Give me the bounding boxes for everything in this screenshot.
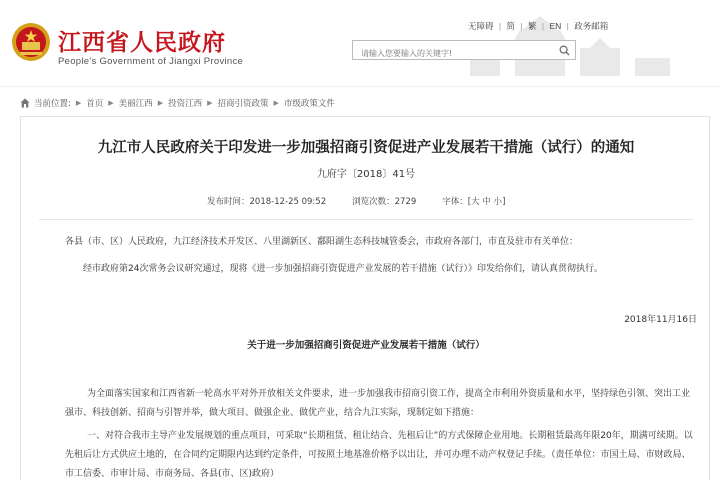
view-count-label: 浏览次数： [352, 197, 395, 207]
simplified-chinese-link[interactable]: 简 [506, 21, 515, 31]
search-input[interactable] [353, 45, 575, 63]
breadcrumb-item-invest-jiangxi[interactable]: 投资江西 [168, 99, 203, 109]
body-paragraph-1: 为全面落实国家和江西省新一轮高水平对外开放相关文件要求，进一步加强我市招商引资工作，提高全市利用外资质量和水平，坚持绿色引领、突出工业强市、科技创新、招商与引智并举，做大项目、做强企业、做优产业，结合九江实际，现制定如下措施： [65, 389, 691, 418]
home-icon [20, 98, 30, 108]
site-header [0, 0, 720, 86]
view-count [352, 195, 416, 207]
publish-time: 发布时间：2018-12-25 09:52 [207, 197, 327, 207]
search-box [352, 40, 576, 60]
document-number: 九府字〔2018〕41号 [316, 169, 416, 180]
breadcrumb-bar [0, 86, 720, 118]
divider [39, 219, 693, 220]
body-paragraph-2: 一、对符合我市主导产业发展规划的重点项目，可采取“长期租赁、租让结合、先租后让”的方式保障企业用地。长期租赁最高年限20年，期满可续期。以先租后让方式供应土地的，在合同约定期限内达到约定条件，可按照土地基准价格予以出让，并可办理不动产权登记手续。（责任单位：市国土局、市财政局、市工信委、市审计局、市商务局、各县(市、区)政府） [65, 431, 693, 479]
article-title: 九江市人民政府关于印发进一步加强招商引资促进产业发展若干措施（试行）的通知 [97, 140, 635, 156]
site-title[interactable]: 江西省人民政府 [58, 30, 226, 56]
traditional-chinese-link[interactable]: 繁 [527, 21, 537, 31]
breadcrumb-item-home[interactable]: 首页 [86, 99, 104, 109]
breadcrumb-separator: ▶ [273, 99, 279, 107]
search-button[interactable] [553, 41, 575, 59]
issue-date: 2018年11月16日 [624, 315, 697, 325]
site-subtitle: People's Government of Jiangxi Province [58, 56, 244, 67]
article-container [20, 116, 710, 480]
breadcrumb-separator: ▶ [108, 99, 114, 107]
breadcrumb-separator: ▶ [157, 99, 164, 107]
font-large-button[interactable]: 大 [471, 197, 480, 207]
recipients-paragraph: 各县（市、区）人民政府，九江经济技术开发区、八里湖新区、鄱阳湖生态科技城管委会，市政府各部门，市直及驻市有关单位： [65, 237, 579, 247]
breadcrumb-item-investment-policy[interactable]: 招商引资政策 [217, 99, 269, 109]
font-small-button[interactable]: 小 [493, 197, 503, 207]
breadcrumb-prefix: 当前位置: [34, 99, 71, 109]
breadcrumb [20, 97, 335, 109]
breadcrumb-separator: ▶ [207, 99, 213, 107]
font-size-control: 字体：[大 中 小] [442, 197, 506, 207]
view-count-value: 2729 [394, 197, 417, 207]
measures-subtitle: 关于进一步加强招商引资促进产业发展若干措施（试行） [247, 340, 485, 351]
font-size-label: 字体： [442, 197, 468, 207]
font-medium-button[interactable]: 中 [482, 197, 491, 207]
article-meta [207, 195, 531, 207]
top-links: 无障碍 | 简 | 繁 | EN | 政务邮箱 [468, 21, 609, 31]
intro-paragraph: 经市政府第24次常务会议研究通过，现将《进一步加强招商引资促进产业发展的若干措施（试行）》印发给你们，请认真贯彻执行。 [83, 264, 603, 274]
breadcrumb-separator: ▶ [75, 99, 82, 107]
breadcrumb-item-beautiful-jiangxi[interactable]: 美丽江西 [118, 99, 153, 109]
search-icon [559, 45, 570, 56]
gov-mailbox-link[interactable]: 政务邮箱 [574, 21, 609, 31]
breadcrumb-item-city-policy[interactable]: 市级政策文件 [283, 99, 335, 109]
national-emblem-icon [11, 22, 51, 62]
english-link[interactable]: EN [549, 21, 562, 31]
accessibility-link[interactable]: 无障碍 [468, 21, 494, 31]
